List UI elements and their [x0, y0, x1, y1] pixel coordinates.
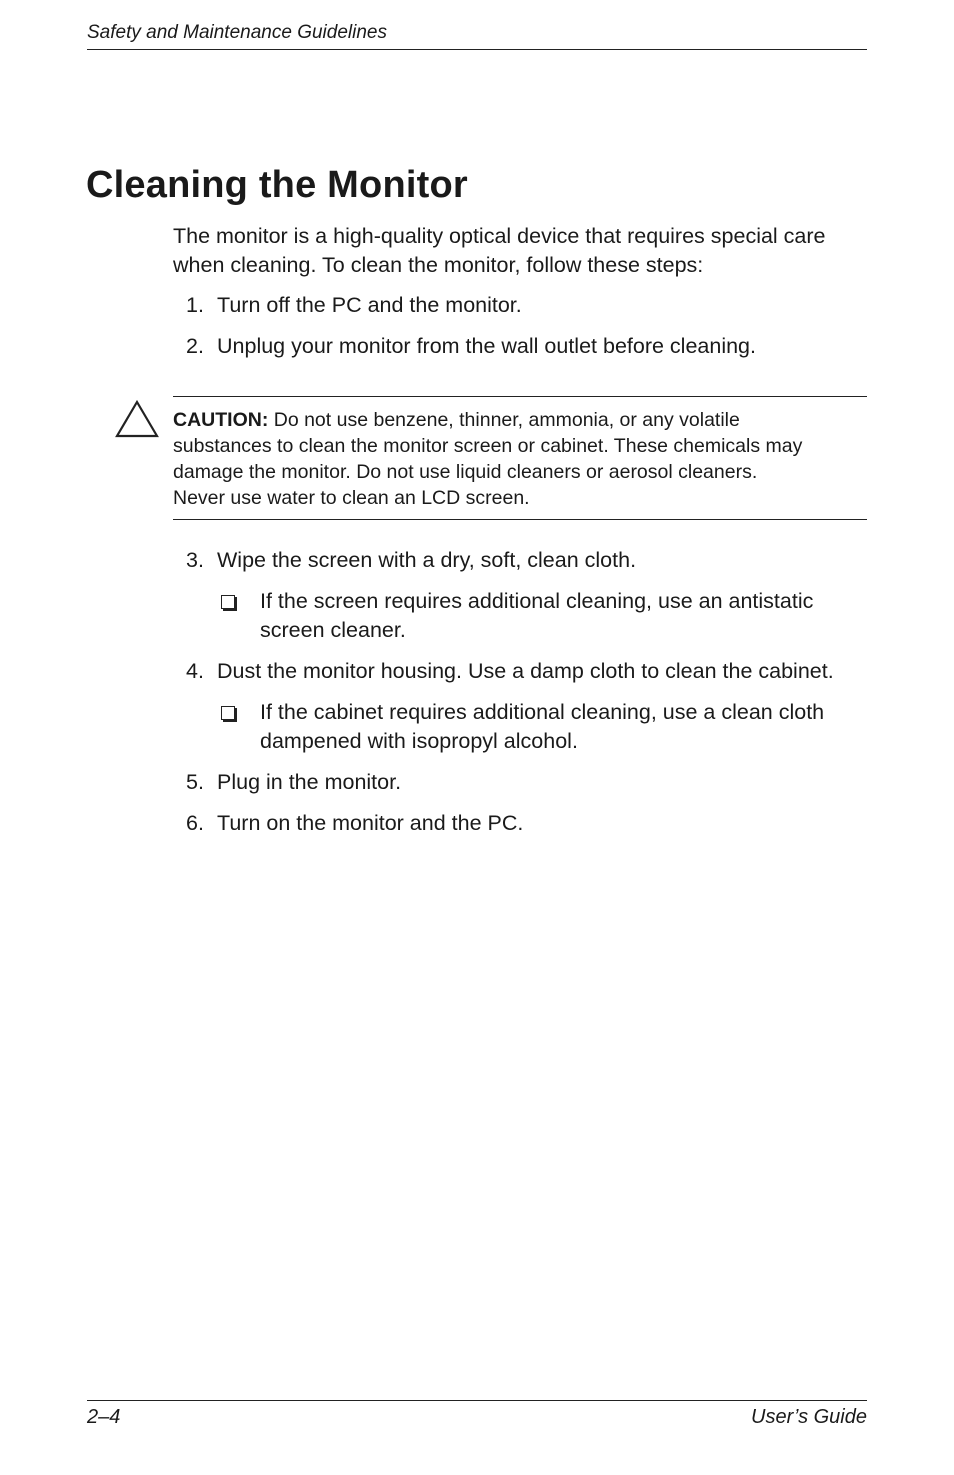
page-number: 2–4: [87, 1406, 121, 1428]
step-number: 4.: [186, 659, 204, 683]
list-item: [173, 291, 867, 320]
checkbox-bullet-icon: [221, 706, 235, 720]
step-text: Turn off the PC and the monitor.: [217, 293, 522, 317]
guide-title: User’s Guide: [751, 1406, 867, 1428]
list-item: [173, 332, 867, 361]
step-number: 2.: [186, 334, 204, 358]
step-text: Wipe the screen with a dry, soft, clean cloth.: [217, 548, 637, 572]
caution-box: [173, 396, 867, 520]
sub-step-text: If the cabinet requires additional cleaning, use a clean cloth dampened with isopropyl alcohol.: [260, 700, 825, 753]
running-header: Safety and Maintenance Guidelines: [87, 20, 867, 50]
sub-list-item: [173, 698, 867, 756]
sub-step-text: If the screen requires additional cleaning, use an antistatic screen cleaner.: [260, 589, 814, 642]
section-title: Cleaning the Monitor: [86, 164, 468, 206]
steps-list-part2: [173, 546, 867, 850]
step-number: 5.: [186, 770, 204, 794]
caution-text: [173, 407, 813, 511]
step-number: 3.: [186, 548, 204, 572]
list-item: [173, 768, 867, 797]
step-number: 1.: [186, 293, 204, 317]
caution-label: CAUTION:: [173, 409, 269, 431]
intro-paragraph: The monitor is a high-quality optical device that requires special care when cleaning. To clean the monitor, follow these steps:: [173, 224, 826, 277]
caution-body: Do not use benzene, thinner, ammonia, or any volatile substances to clean the monitor screen or cabinet. These chemicals may damage the monitor. Do not use liquid cleaners or aerosol cleaners. Never use water to clean an LCD screen.: [173, 409, 803, 509]
step-text: Dust the monitor housing. Use a damp cloth to clean the cabinet.: [217, 659, 834, 683]
sub-list-item: [173, 587, 867, 645]
step-number: 6.: [186, 811, 204, 835]
checkbox-bullet-icon: [221, 595, 235, 609]
step-text: Unplug your monitor from the wall outlet before cleaning.: [217, 334, 756, 358]
steps-list-part1: [173, 291, 867, 373]
list-item: [173, 657, 867, 686]
step-text: Plug in the monitor.: [217, 770, 402, 794]
step-text: Turn on the monitor and the PC.: [217, 811, 524, 835]
list-item: [173, 809, 867, 838]
running-footer: [87, 1400, 867, 1430]
list-item: [173, 546, 867, 575]
caution-triangle-icon: [112, 398, 162, 447]
